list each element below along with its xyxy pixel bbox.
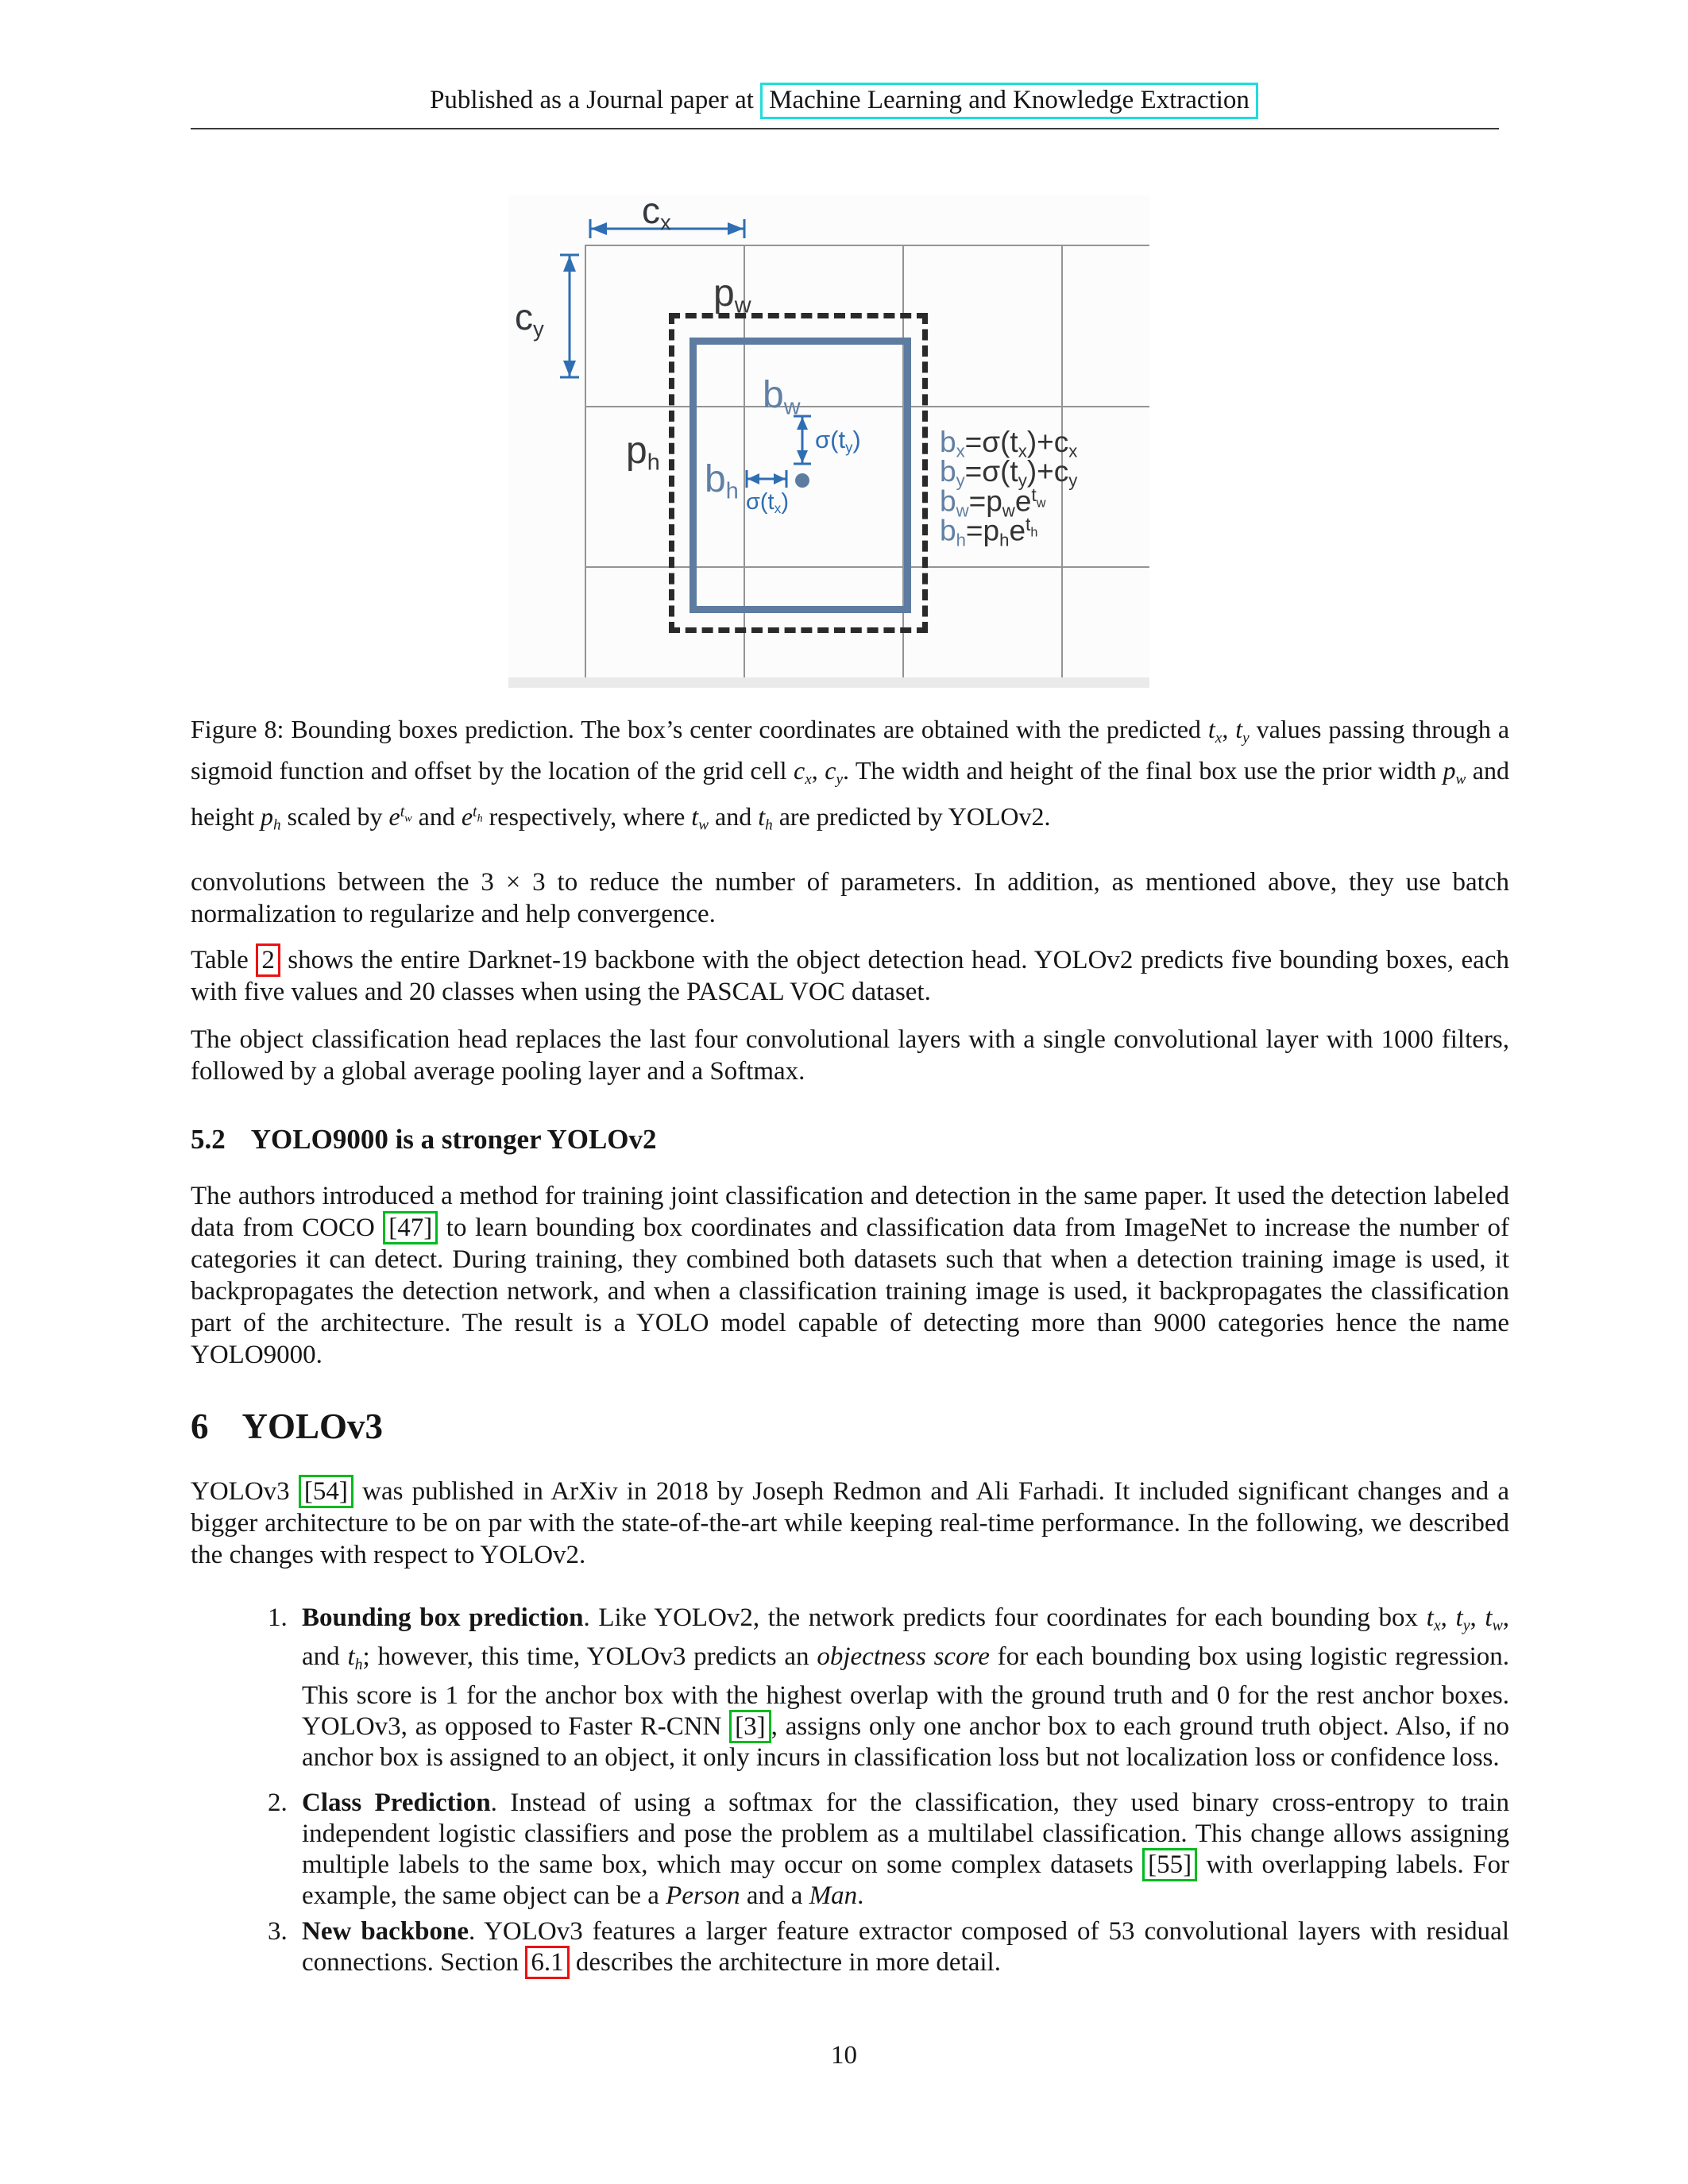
text-segment: for each bounding box using logistic regression. This score is 1 for the anchor box with the highest overlap with the ground truth and 0 for the rest anchor boxes. YOLOv3, as opposed to Faster R-CNN <box>302 1642 1509 1741</box>
text-segment: h <box>647 450 660 476</box>
text-segment: x <box>660 210 671 235</box>
text-segment: x <box>1215 729 1223 747</box>
text-segment: y <box>1018 470 1027 491</box>
text-segment: e <box>388 801 400 831</box>
text-segment: Person <box>666 1881 740 1910</box>
text-segment: and <box>709 801 759 831</box>
text-segment: . YOLOv3 features a larger feature extractor composed of 53 convolutional layers with residual connections. Section <box>302 1917 1509 1977</box>
text-segment: x <box>956 441 965 461</box>
label-cx <box>642 192 671 233</box>
label-bw <box>763 376 801 419</box>
text-segment: w <box>698 816 709 834</box>
text-segment: e <box>1009 514 1026 547</box>
text-segment: t <box>1031 484 1037 505</box>
text-segment: e <box>1014 484 1032 518</box>
text-segment: . Instead of using a softmax for the classification, they used binary cross-entropy to train independent logistic classifiers and pose the problem as a multilabel classification. This change allows assigning multiple labels to the same box, which may occur on some complex datasets <box>302 1788 1509 1879</box>
text-segment: w <box>956 500 969 521</box>
text-segment: y <box>1242 729 1250 747</box>
text-segment: objectness score <box>817 1642 990 1671</box>
text-segment: σ(t <box>746 489 774 515</box>
reference-link[interactable]: [3] <box>729 1710 771 1743</box>
text-segment: , <box>1222 715 1236 743</box>
text-segment: y <box>836 770 843 788</box>
figure-bounding-box-prediction <box>508 190 1149 688</box>
text-segment: to learn bounding box coordinates and classification data from ImageNet to increase the number of categories it can detect. During training, they combined both datasets such that when a detection training image is used, it backpropagates the detection network, and when a classification training image is used, it backpropagates the classification part of the architecture. The result is a YOLO model capable of detecting more than 9000 categories hence the name YOLO9000. <box>191 1214 1509 1369</box>
subsection-number: 5.2 <box>191 1124 226 1155</box>
text-segment: ) <box>852 426 861 453</box>
text-segment: w <box>404 811 412 824</box>
text-segment: t <box>1207 715 1215 743</box>
text-segment: t <box>1455 1603 1463 1632</box>
paragraph-yolo9000 <box>191 1180 1509 1371</box>
text-segment: t <box>691 801 699 831</box>
text-segment: w <box>1036 496 1046 511</box>
text-segment: describes the architecture in more detail. <box>569 1948 1001 1977</box>
text-segment: Man <box>809 1881 858 1910</box>
list-number: 2. <box>268 1788 288 1817</box>
text-segment: convolutions between the 3 × 3 to reduce the number of parameters. In addition, as mentioned above, they use batch normalization to regularize and help convergence. <box>191 868 1509 928</box>
text-segment: , assigns only one anchor box to each ground truth object. Also, if no anchor box is assigned to an object, it only incurs in classification loss but not localization loss or confidence loss. <box>302 1711 1509 1772</box>
text-segment: )+c <box>1026 455 1069 488</box>
section-heading-6 <box>191 1406 383 1447</box>
text-segment: b <box>940 455 956 488</box>
text-segment: c <box>825 755 836 785</box>
text-segment: b <box>940 484 956 518</box>
text-segment: p <box>260 801 273 831</box>
box-center-point <box>795 473 809 488</box>
text-segment: y <box>1068 470 1078 491</box>
text-segment: y <box>533 316 544 341</box>
text-segment: The authors introduced a method for training joint classification and detection in the same paper. It used the detection labeled data from COCO <box>191 1182 1509 1242</box>
text-segment: are predicted by YOLOv2. <box>772 801 1051 831</box>
text-segment: and a <box>740 1881 809 1910</box>
text-segment: w <box>734 292 751 318</box>
paragraph-yolov3-intro <box>191 1476 1509 1571</box>
text-segment: )+c <box>1026 426 1069 458</box>
text-segment: =σ(t <box>964 426 1018 458</box>
equation-by <box>940 457 1077 490</box>
label-sigma-tx <box>746 491 789 516</box>
text-segment: scaled by <box>280 801 389 831</box>
text-segment: t <box>400 802 405 820</box>
text-segment: h <box>1030 525 1038 540</box>
text-segment: c <box>794 755 805 785</box>
text-segment: =p <box>968 484 1002 518</box>
text-segment: x <box>1068 441 1078 461</box>
text-segment: t <box>347 1642 355 1671</box>
text-segment: Table <box>191 946 257 974</box>
text-segment: b <box>705 458 726 500</box>
text-segment: x <box>805 770 812 788</box>
subsection-title: YOLO9000 is a stronger YOLOv2 <box>250 1124 657 1155</box>
label-pw <box>713 272 751 318</box>
section-title: YOLOv3 <box>241 1406 384 1446</box>
text-segment: p <box>1443 755 1456 785</box>
text-segment: ; however, this time, YOLOv3 predicts an <box>362 1642 817 1671</box>
grid-line-horizontal <box>585 245 1149 246</box>
text-segment: , <box>1470 1603 1485 1632</box>
text-segment: Figure 8: Bounding boxes prediction. The box’s center coordinates are obtained with the predicted <box>191 715 1208 743</box>
text-segment: y <box>1462 1616 1470 1634</box>
text-segment: . The width and height of the final box use the prior width <box>842 755 1443 785</box>
text-segment: values passing through a sigmoid function and offset by the location of the grid cell <box>191 715 1510 785</box>
text-segment: h <box>272 816 281 834</box>
text-segment: , <box>811 755 825 785</box>
reference-link[interactable]: 6.1 <box>525 1946 569 1979</box>
text-segment: h <box>354 1655 363 1673</box>
text-segment: x <box>1018 441 1027 461</box>
text-segment: e <box>461 801 473 831</box>
paragraph-convolutions <box>191 866 1509 930</box>
text-segment: h <box>725 478 739 504</box>
text-segment: The object classification head replaces the last four convolutional layers with a single convolutional layer with 1000 filters, followed by a global average pooling layer and a Softmax. <box>191 1025 1509 1086</box>
list-item-class-prediction <box>302 1788 1509 1912</box>
figure-bottom-edge <box>508 677 1149 688</box>
text-segment: t <box>1026 514 1031 534</box>
text-segment: σ(t <box>815 426 846 453</box>
header-line <box>0 86 1688 115</box>
text-segment: ) <box>781 489 789 515</box>
text-segment: t <box>473 802 477 820</box>
reference-link[interactable]: 2 <box>256 943 280 977</box>
text-segment: Published as a Journal paper at <box>430 86 761 114</box>
label-sigma-ty <box>815 427 861 455</box>
text-segment: YOLOv3 <box>191 1477 299 1506</box>
text-segment: respectively, where <box>482 801 692 831</box>
text-segment: h <box>956 530 966 550</box>
text-segment: b <box>763 374 784 416</box>
subsection-heading-5-2 <box>191 1124 657 1156</box>
text-segment: Class Prediction <box>302 1788 491 1817</box>
header-rule <box>191 128 1499 129</box>
text-segment: h <box>999 530 1010 550</box>
label-bh <box>705 458 739 504</box>
text-segment: New backbone <box>302 1917 469 1946</box>
reference-link[interactable]: [47] <box>383 1211 438 1244</box>
paragraph-classification-head <box>191 1024 1509 1087</box>
text-segment: shows the entire Darknet-19 backbone with the object detection head. YOLOv2 predicts five bounding boxes, each with five values and 20 classes when using the PASCAL VOC dataset. <box>191 946 1509 1006</box>
text-segment: , <box>1440 1603 1456 1632</box>
text-segment: , and <box>302 1603 1510 1671</box>
text-segment: t <box>1235 715 1243 743</box>
reference-link[interactable]: [54] <box>299 1475 353 1508</box>
equation-bh <box>940 515 1037 549</box>
text-segment: w <box>1455 770 1466 788</box>
text-segment: w <box>783 394 801 420</box>
text-segment: w <box>1002 500 1015 521</box>
cy-dimension-arrow <box>558 253 581 380</box>
label-cy <box>515 296 544 341</box>
list-number: 3. <box>268 1917 288 1946</box>
label-ph <box>626 432 660 474</box>
text-segment: . Like YOLOv2, the network predicts four coordinates for each bounding box <box>583 1603 1427 1632</box>
grid-line-vertical <box>585 245 586 677</box>
text-segment: and <box>411 801 462 831</box>
text-segment: c <box>642 190 660 231</box>
page-number: 10 <box>831 2041 857 2070</box>
text-segment: t <box>1485 1603 1493 1632</box>
text-segment: was published in ArXiv in 2018 by Joseph Redmon and Ali Farhadi. It included significant changes and a bigger architecture to be on par with the state-of-the-art while keeping real-time performance. In the following, we described the changes with respect to YOLOv2. <box>191 1477 1509 1569</box>
text-segment: x <box>1433 1616 1441 1634</box>
text-segment: p <box>713 272 735 314</box>
paragraph-table2 <box>191 944 1509 1008</box>
text-segment: c <box>515 296 533 338</box>
text-segment: b <box>940 426 956 458</box>
text-segment: t <box>1426 1603 1434 1632</box>
text-segment: x <box>774 500 782 517</box>
text-segment: w <box>1492 1616 1503 1634</box>
text-segment: and height <box>191 755 1510 831</box>
text-segment: y <box>956 470 965 491</box>
text-segment: . <box>857 1881 864 1910</box>
list-number: 1. <box>268 1603 288 1632</box>
reference-link[interactable]: [55] <box>1142 1848 1197 1881</box>
text-segment: t <box>758 801 766 831</box>
text-segment: =p <box>965 514 1000 547</box>
text-segment: y <box>845 438 853 456</box>
list-item-new-backbone <box>302 1916 1509 1978</box>
section-number: 6 <box>191 1406 209 1446</box>
text-segment: Bounding box prediction <box>302 1603 584 1632</box>
text-segment: h <box>765 816 773 834</box>
figure-caption <box>191 713 1509 841</box>
text-segment: with overlapping labels. For example, the same object can be a <box>302 1850 1509 1910</box>
list-item-bounding-box-prediction <box>302 1603 1509 1773</box>
text-segment: b <box>940 514 956 547</box>
journal-link[interactable]: Machine Learning and Knowledge Extraction <box>760 83 1258 119</box>
text-segment: =σ(t <box>964 455 1018 488</box>
text-segment: p <box>626 430 647 472</box>
text-segment: h <box>477 811 483 824</box>
